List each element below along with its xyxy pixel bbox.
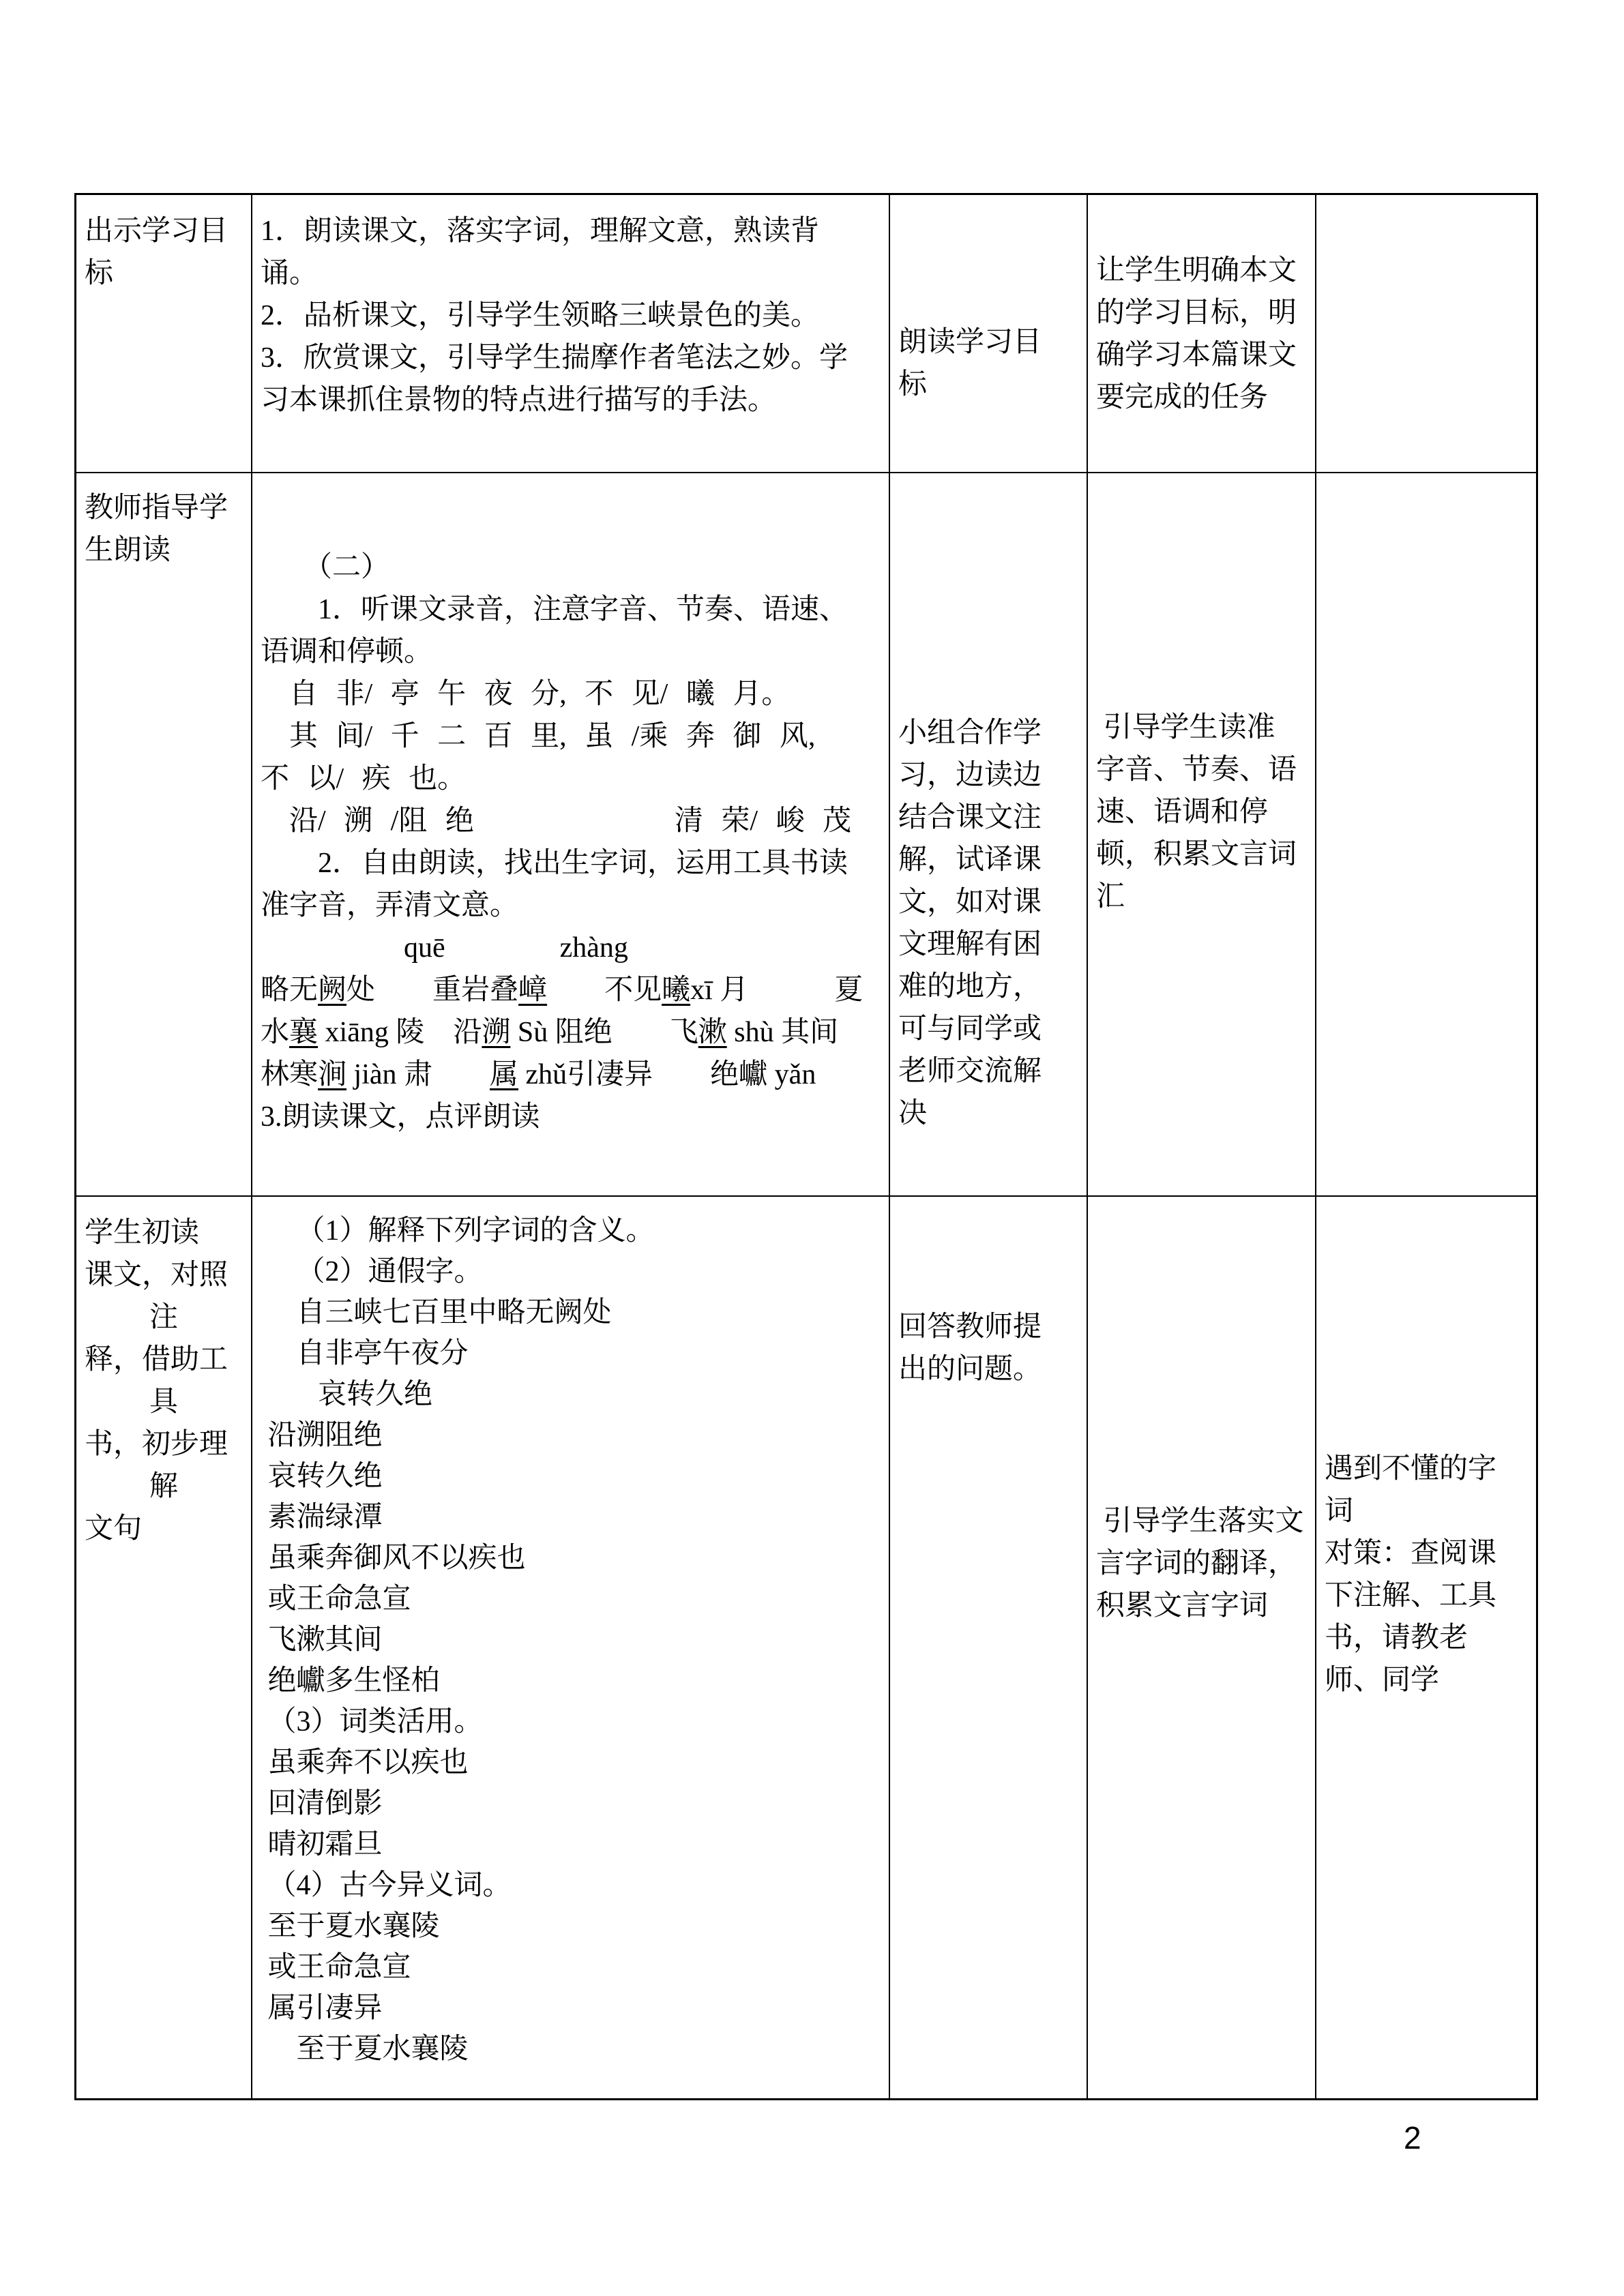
text-line: 虽乘奔御风不以疾也 [261, 1542, 526, 1574]
text-line: 教师指导学 [85, 492, 228, 524]
table-row-learning-goals [76, 195, 1536, 473]
text-line: 2．品析课文，引导学生领略三峡景色的美。 [261, 300, 820, 331]
text-line: 老师交流解 [898, 1056, 1042, 1087]
page-number: 2 [1404, 2120, 1421, 2156]
text-line: 1．朗读课文，落实字词，理解文意，熟读背 [261, 215, 820, 247]
text-line: 注 [149, 1302, 178, 1333]
text-line: 3．欣赏课文，引导学生揣摩作者笔法之妙。学 [261, 342, 848, 374]
cell-design-intent [1088, 473, 1316, 1195]
text-line: 诵。 [261, 258, 319, 289]
text-line: 释，借助工 [85, 1344, 228, 1375]
text-line: 解 [149, 1471, 178, 1502]
text-line: （3）词类活用。 [261, 1706, 483, 1738]
text-line: 字音、节奏、语 [1096, 754, 1297, 786]
text-line: 速、语调和停 [1096, 796, 1269, 828]
text-line: 出示学习目 [85, 215, 228, 247]
text-line: 词 [1325, 1495, 1354, 1527]
text-line: 语调和停顿。 [261, 636, 433, 668]
text-line: 小组合作学 [898, 717, 1042, 749]
table-row-first-reading [76, 1197, 1536, 2098]
text-line: 回清倒影 [261, 1788, 383, 1819]
text-line: 具 [149, 1386, 178, 1418]
text-line: 确学习本篇课文 [1096, 340, 1297, 371]
text-line: 2．自由朗读，找出生字词，运用工具书读 [261, 848, 848, 879]
cell-teacher-activity [252, 1197, 890, 2098]
text-line: 书，初步理 [85, 1429, 228, 1460]
text-line: 不 以/ 疾 也。 [261, 763, 467, 794]
text-line: 标 [898, 369, 928, 400]
cell-remarks [1316, 1197, 1536, 2098]
text-line: 积累文言字词 [1096, 1590, 1269, 1622]
text-line: 对策：查阅课 [1325, 1538, 1497, 1569]
text-line: 出的问题。 [898, 1354, 1042, 1385]
text-line: 哀转久绝 [261, 1461, 383, 1492]
text-line: 飞漱其间 [261, 1624, 383, 1656]
text-line: 遇到不懂的字 [1325, 1453, 1497, 1485]
text-line: 决 [898, 1098, 928, 1129]
text-line: 至于夏水襄陵 [261, 1911, 440, 1942]
text-line: 课文，对照 [85, 1259, 228, 1291]
text-line: 或王命急宣 [261, 1583, 411, 1615]
text-line: 文句 [85, 1513, 143, 1545]
text-line: 略无阙处 重岩叠嶂 不见曦xī 月 夏 [261, 974, 863, 1006]
text-line: 难的地方， [898, 971, 1042, 1002]
text-line: 结合课文注 [898, 802, 1042, 833]
text-line: 文，如对课 [898, 886, 1042, 918]
text-line: 习，边读边 [898, 760, 1042, 791]
text-line: 自非亭午夜分 [261, 1338, 469, 1369]
text-line: 解，试译课 [898, 844, 1042, 876]
text-line: 林寒涧 jiàn 肃 属 zhǔ引凄异 绝巘 yǎn [261, 1059, 816, 1090]
text-line: 沿/ 溯 /阻 绝 清 荣/ 峻 茂 [261, 805, 852, 837]
text-line: 文理解有困 [898, 929, 1042, 960]
cell-stage-label [76, 1197, 252, 2098]
text-line: 虽乘奔不以疾也 [261, 1747, 469, 1778]
text-line [261, 504, 881, 546]
text-line: 生朗读 [85, 535, 171, 566]
text-line: 属引凄异 [261, 1993, 383, 2024]
text-line: （4）古今异义词。 [261, 1870, 512, 1901]
text-line: 水襄 xiāng 陵 沿溯 Sù 阻绝 飞漱 shù 其间 [261, 1017, 839, 1048]
cell-student-activity [890, 473, 1088, 1195]
text-line: 回答教师提 [898, 1311, 1042, 1343]
text-line: 或王命急宣 [261, 1952, 411, 1983]
lesson-plan-table [74, 193, 1538, 2100]
text-line: 可与同学或 [898, 1013, 1042, 1045]
text-line: 的学习目标，明 [1096, 297, 1297, 329]
cell-design-intent [1088, 195, 1316, 472]
text-line: 绝巘多生怪柏 [261, 1665, 440, 1697]
text-line: 自三峡七百里中略无阙处 [261, 1297, 612, 1328]
text-line: 晴初霜旦 [261, 1829, 383, 1860]
text-line: 其 间/ 千 二 百 里, 虽 /乘 奔 御 风, [261, 721, 816, 752]
text-line: quē zhàng [261, 932, 628, 964]
text-line: 要完成的任务 [1096, 382, 1269, 413]
cell-teacher-activity [252, 195, 890, 472]
text-line: 让学生明确本文 [1096, 255, 1297, 286]
text-line: 标 [85, 258, 114, 289]
text-line: 自 非/ 亭 午 夜 分, 不 见/ 曦 月。 [261, 679, 791, 710]
cell-teacher-activity [252, 473, 890, 1195]
text-line: 习本课抓住景物的特点进行描写的手法。 [261, 385, 777, 416]
text-line: 至于夏水襄陵 [261, 2033, 469, 2065]
cell-remarks [1316, 195, 1536, 472]
text-line: 下注解、工具 [1325, 1580, 1497, 1611]
text-line: 言字词的翻译， [1096, 1548, 1297, 1579]
text-line: 素湍绿潭 [261, 1502, 383, 1533]
text-line: 朗读学习目 [898, 327, 1042, 358]
cell-stage-label [76, 195, 252, 472]
table-row-guided-reading [76, 473, 1536, 1197]
text-line: 汇 [1096, 881, 1125, 912]
text-line: 引导学生读准 [1096, 712, 1275, 743]
text-line: 引导学生落实文 [1096, 1506, 1304, 1537]
text-line: 顿，积累文言词 [1096, 839, 1297, 870]
cell-remarks [1316, 473, 1536, 1195]
cell-student-activity [890, 195, 1088, 472]
text-line: 书，请教老 [1325, 1622, 1468, 1654]
text-line: 师、同学 [1325, 1665, 1440, 1696]
text-line: 3.朗读课文，点评朗读 [261, 1101, 540, 1133]
text-line: （1）解释下列字词的含义。 [261, 1215, 655, 1247]
text-line: 哀转久绝 [261, 1379, 433, 1410]
text-line: 沿溯阻绝 [261, 1420, 383, 1451]
text-line: （二） [261, 552, 390, 583]
text-line: （2）通假字。 [261, 1256, 483, 1287]
text-line: 学生初读 [85, 1217, 200, 1249]
cell-stage-label [76, 473, 252, 1195]
text-line: 准字音，弄清文意。 [261, 890, 519, 921]
text-line: 1．听课文录音，注意字音、节奏、语速、 [261, 594, 848, 625]
cell-student-activity [890, 1197, 1088, 2098]
cell-design-intent [1088, 1197, 1316, 2098]
